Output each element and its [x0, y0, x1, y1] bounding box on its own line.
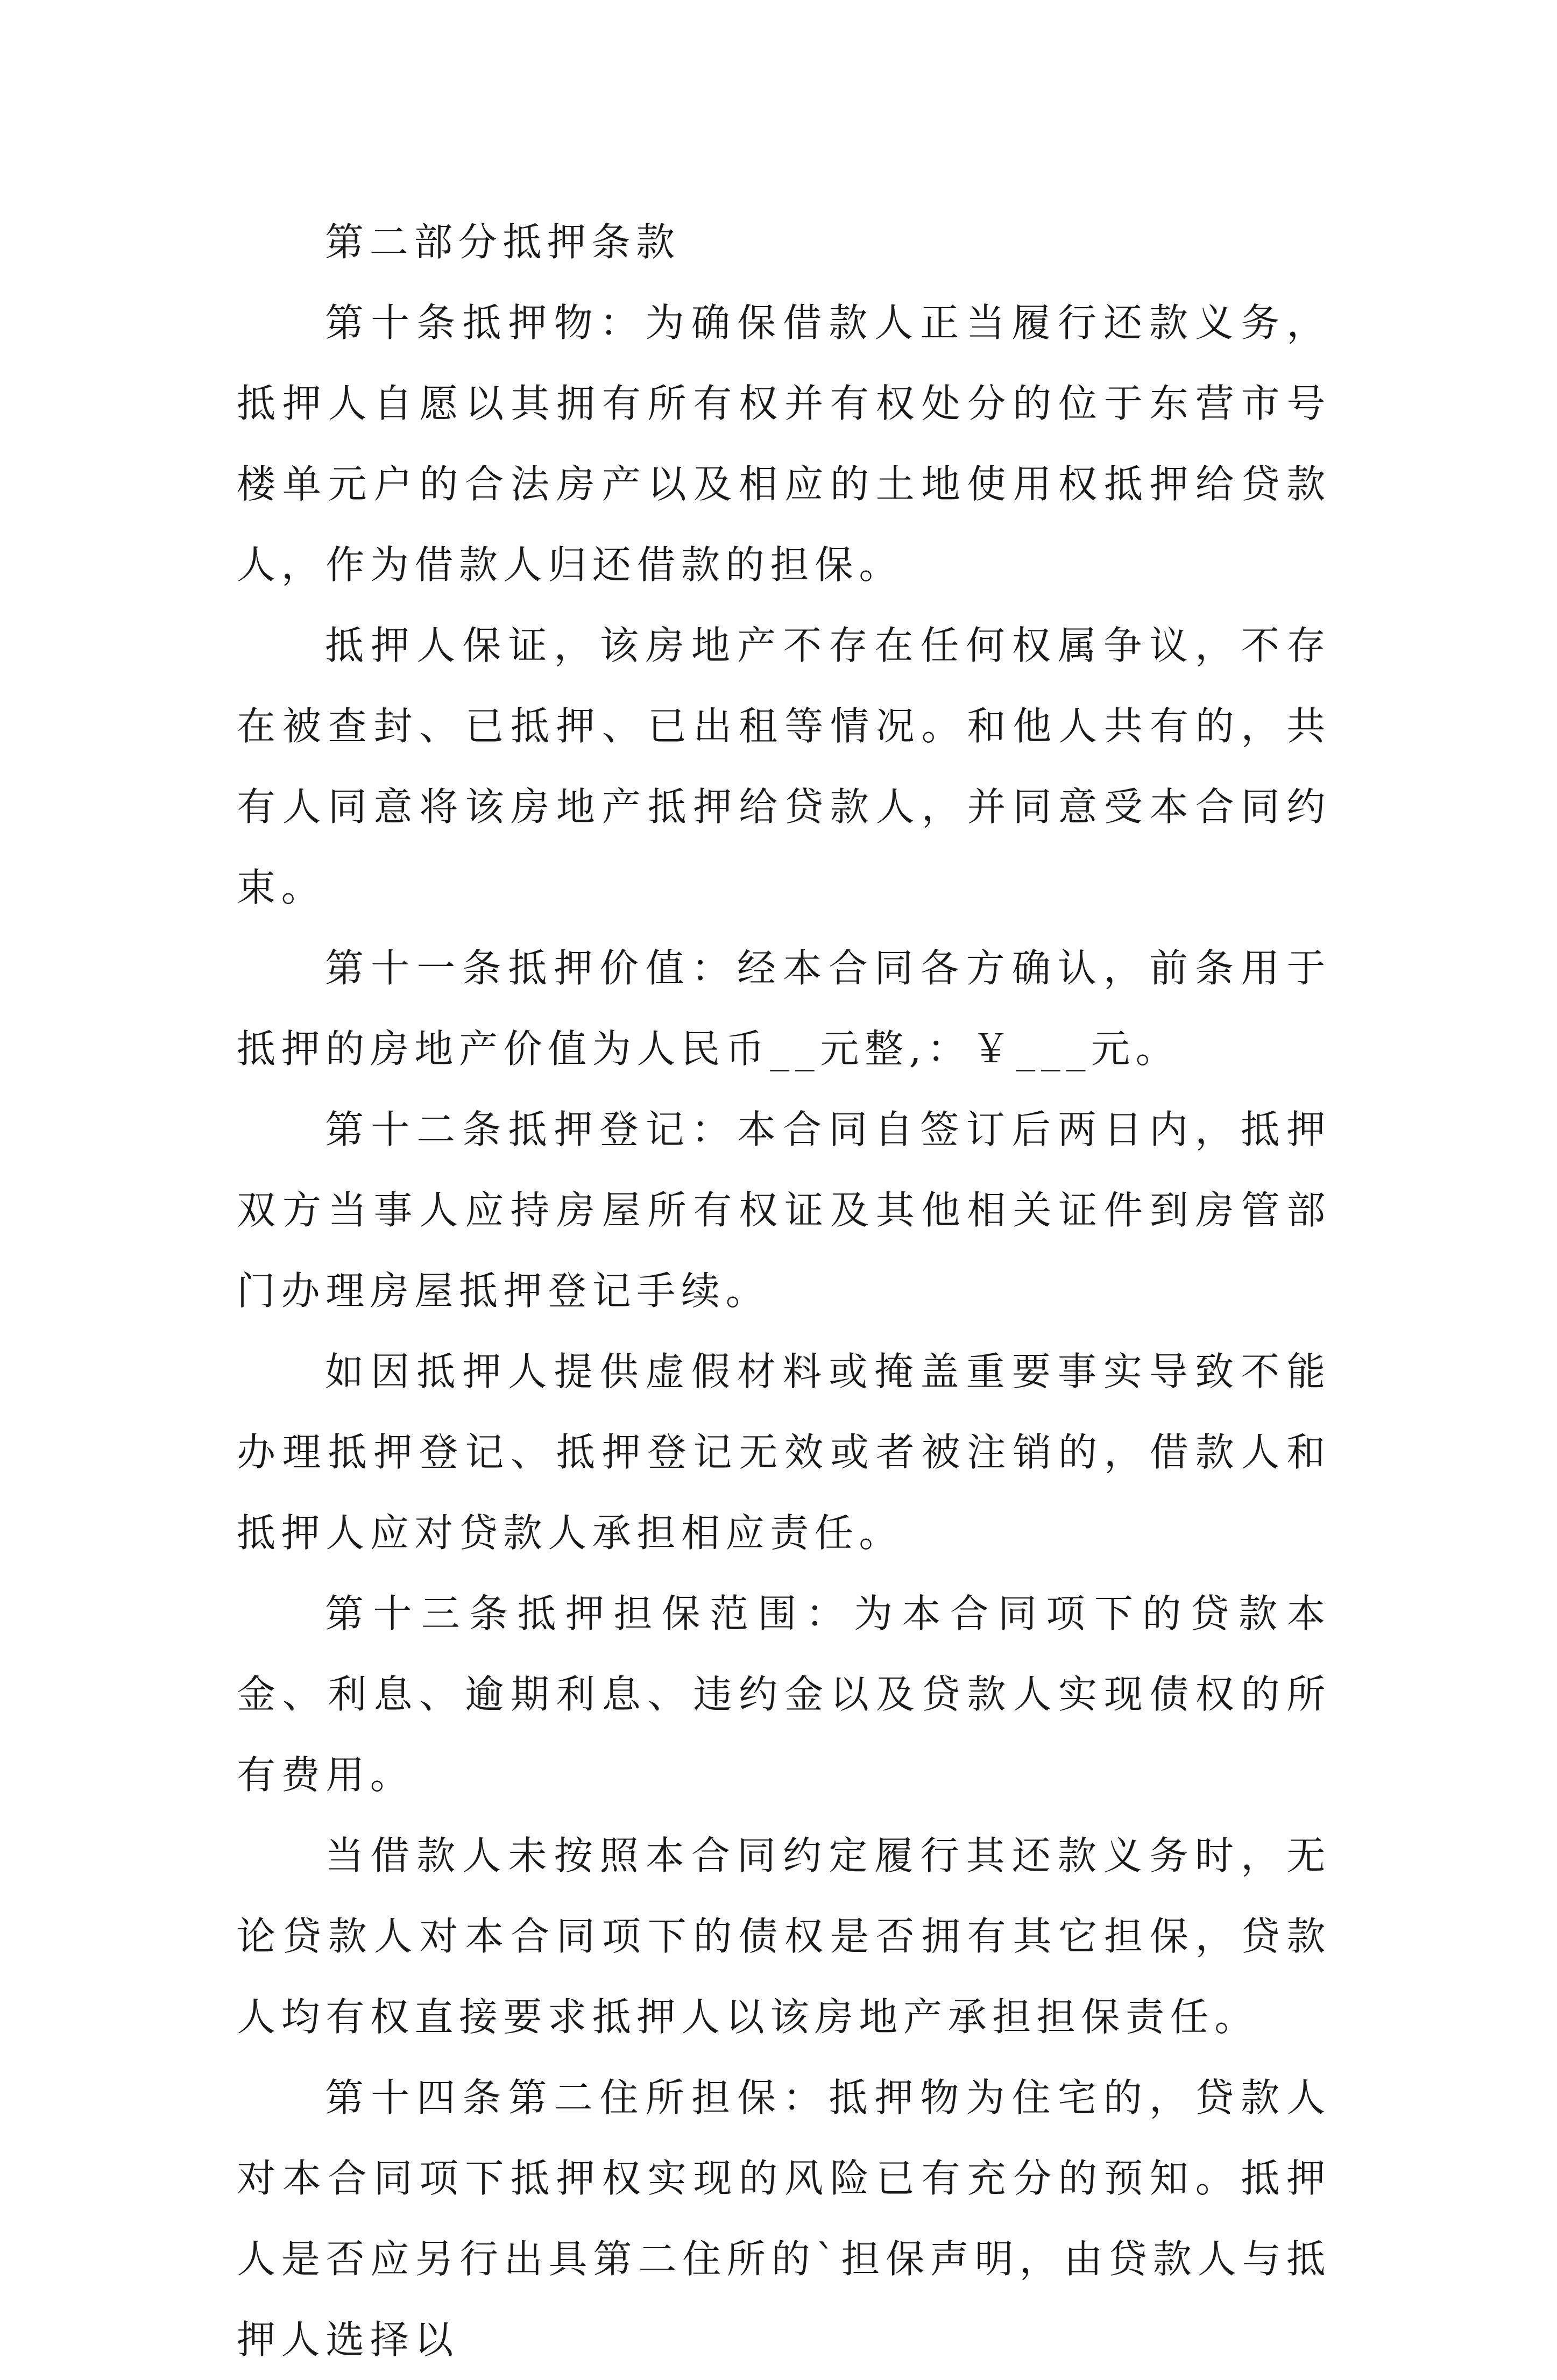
paragraph-article-13: 第十三条抵押担保范围：为本合同项下的贷款本金、利息、逾期利息、违约金以及贷款人实现债权的所有费用。 [237, 1591, 1331, 1798]
paragraph-article-14: 第十四条第二住所担保：抵押物为住宅的，贷款人对本合同项下抵押权实现的风险已有充分的预知。抵押人是否应另行出具第二住所的`担保声明，由贷款人与抵押人选择以 [237, 2075, 1331, 2362]
document-body [237, 202, 1331, 2380]
paragraph-article-12: 第十二条抵押登记：本合同自签订后两日内，抵押双方当事人应持房屋所有权证及其他相关证件到房管部门办理房屋抵押登记手续。 [237, 1107, 1331, 1313]
paragraph-article-11: 第十一条抵押价值：经本合同各方确认，前条用于抵押的房地产价值为人民币__元整,：￥___元。 [237, 946, 1331, 1071]
paragraph-mortgagor-guarantee: 抵押人保证，该房地产不存在任何权属争议，不存在被查封、已抵押、已出租等情况。和他人共有的，共有人同意将该房地产抵押给贷款人，并同意受本合同约束。 [237, 623, 1331, 910]
section-heading: 第二部分抵押条款 [325, 219, 681, 265]
paragraph-article-10: 第十条抵押物：为确保借款人正当履行还款义务，抵押人自愿以其拥有所有权并有权处分的位于东营市号楼单元户的合法房产以及相应的土地使用权抵押给贷款人，作为借款人归还借款的担保。 [237, 300, 1331, 587]
paragraph-registration-liability: 如因抵押人提供虚假材料或掩盖重要事实导致不能办理抵押登记、抵押登记无效或者被注销的，借款人和抵押人应对贷款人承担相应责任。 [237, 1349, 1331, 1555]
paragraph-default-liability: 当借款人未按照本合同约定履行其还款义务时，无论贷款人对本合同项下的债权是否拥有其它担保，贷款人均有权直接要求抵押人以该房地产承担担保责任。 [237, 1833, 1331, 2040]
